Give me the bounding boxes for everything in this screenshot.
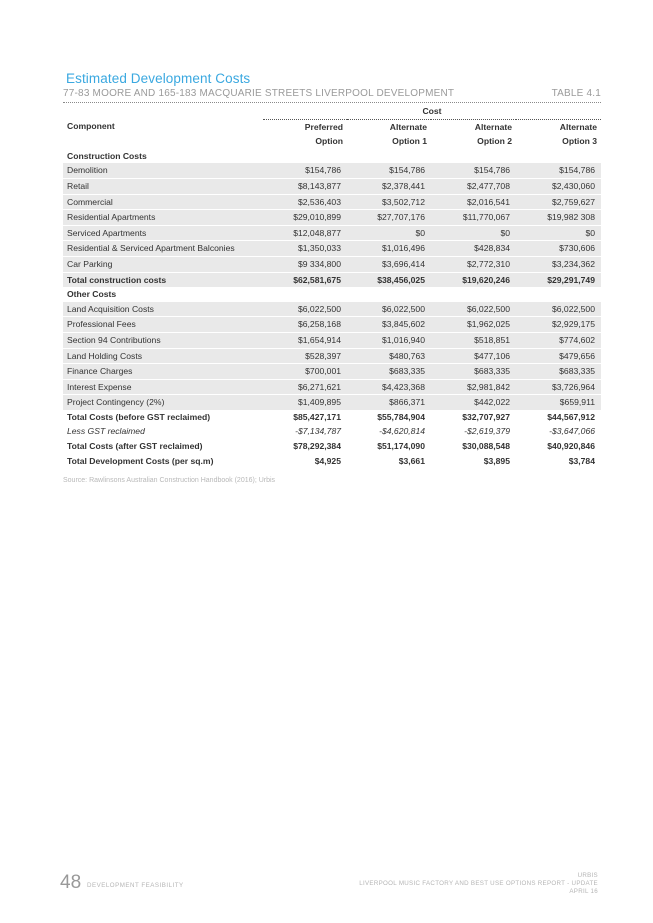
cost-value-cell: $2,477,708 xyxy=(431,178,516,194)
cost-value-cell: $11,770,067 xyxy=(431,210,516,226)
table-row xyxy=(63,364,601,380)
table-row xyxy=(63,379,601,395)
table-row xyxy=(63,241,601,257)
cost-value-cell: $3,234,362 xyxy=(516,256,601,272)
summary-row xyxy=(63,424,601,439)
cost-value-cell: $19,982 308 xyxy=(516,210,601,226)
table-row xyxy=(63,194,601,210)
cost-value-cell: $1,962,025 xyxy=(431,317,516,333)
summary-row xyxy=(63,410,601,425)
section-heading-row xyxy=(63,149,601,164)
row-label: Land Holding Costs xyxy=(63,348,263,364)
cost-value-cell: $30,088,548 xyxy=(462,441,510,452)
cost-value-cell: $44,567,912 xyxy=(547,411,595,422)
column-header-row xyxy=(63,119,601,149)
subtitle-text: 77-83 MOORE AND 165-183 MACQUARIE STREETS LIVERPOOL DEVELOPMENT xyxy=(63,88,455,99)
cost-value-cell: $32,707,927 xyxy=(462,411,510,422)
cost-value-cell: $3,895 xyxy=(483,455,510,466)
cost-value-cell: $38,456,025 xyxy=(347,272,431,287)
cost-value-cell: $683,335 xyxy=(431,364,516,380)
cost-value-cell: $2,929,175 xyxy=(516,317,601,333)
alternate-option-2-header: Alternate Option 2 xyxy=(474,121,512,147)
row-label: Professional Fees xyxy=(63,317,263,333)
cost-value-cell: $6,022,500 xyxy=(516,302,601,317)
cost-value-cell: $2,981,842 xyxy=(431,379,516,395)
page-title: Estimated Development Costs xyxy=(66,71,251,86)
cost-value-cell: $1,409,895 xyxy=(263,395,347,410)
cost-value-cell: $2,016,541 xyxy=(431,194,516,210)
cost-value-cell: $29,291,749 xyxy=(516,272,601,287)
table-subtitle xyxy=(63,88,601,103)
alternate-option-1-header: Alternate Option 1 xyxy=(389,121,427,147)
cost-value-cell: $2,536,403 xyxy=(263,194,347,210)
preferred-option-header: Preferred Option xyxy=(304,121,343,147)
row-label: Commercial xyxy=(63,194,263,210)
cost-value-cell: $6,022,500 xyxy=(431,302,516,317)
row-label: Finance Charges xyxy=(63,364,263,380)
cost-value-cell: $6,022,500 xyxy=(347,302,431,317)
cost-value-cell: $1,350,033 xyxy=(263,241,347,257)
table-row xyxy=(63,163,601,178)
cost-value-cell: $6,022,500 xyxy=(263,302,347,317)
cost-value-cell: $154,786 xyxy=(516,163,601,178)
cost-value-cell: $428,834 xyxy=(431,241,516,257)
footer-date: APRIL 16 xyxy=(569,888,598,895)
row-label: Total Costs (after GST reclaimed) xyxy=(67,441,203,452)
cost-value-cell: $479,656 xyxy=(516,348,601,364)
footer-report-info xyxy=(359,872,598,896)
cost-value-cell: $19,620,246 xyxy=(431,272,516,287)
cost-value-cell: $730,606 xyxy=(516,241,601,257)
cost-value-cell: $3,845,602 xyxy=(347,317,431,333)
page-number: 48 xyxy=(60,872,82,893)
cost-value-cell: $2,378,441 xyxy=(347,178,431,194)
cost-value-cell: $27,707,176 xyxy=(347,210,431,226)
table-row xyxy=(63,348,601,364)
cost-group-header: Cost xyxy=(263,104,601,119)
cost-value-cell: $154,786 xyxy=(347,163,431,178)
row-label: Residential & Serviced Apartment Balconies xyxy=(63,241,263,257)
section-heading: Other Costs xyxy=(67,289,117,300)
cost-value-cell: $0 xyxy=(431,225,516,241)
table-number: TABLE 4.1 xyxy=(551,88,601,99)
cost-value-cell: $40,920,846 xyxy=(547,441,595,452)
cost-value-cell: $62,581,675 xyxy=(263,272,347,287)
cost-value-cell: $154,786 xyxy=(263,163,347,178)
cost-value-cell: $700,001 xyxy=(263,364,347,380)
cost-value-cell: -$2,619,379 xyxy=(464,426,510,437)
component-column-header: Component xyxy=(67,121,115,132)
cost-group-header-row xyxy=(63,104,601,119)
cost-value-cell: -$4,620,814 xyxy=(379,426,425,437)
cost-value-cell: $12,048,877 xyxy=(263,225,347,241)
summary-row xyxy=(63,439,601,454)
cost-value-cell: -$7,134,787 xyxy=(295,426,341,437)
cost-value-cell: $6,271,621 xyxy=(263,379,347,395)
cost-value-cell: $29,010,899 xyxy=(263,210,347,226)
row-label: Serviced Apartments xyxy=(63,225,263,241)
construction-total-row xyxy=(63,272,601,287)
footer-brand: URBIS xyxy=(577,872,598,879)
cost-value-cell: $442,022 xyxy=(431,395,516,410)
cost-value-cell: $683,335 xyxy=(516,364,601,380)
row-label: Total Development Costs (per sq.m) xyxy=(67,455,214,466)
row-label: Land Acquisition Costs xyxy=(63,302,263,317)
cost-value-cell: $9 334,800 xyxy=(263,256,347,272)
cost-value-cell: $774,602 xyxy=(516,332,601,348)
cost-value-cell: $6,258,168 xyxy=(263,317,347,333)
section-heading: Construction Costs xyxy=(67,150,147,161)
cost-value-cell: $480,763 xyxy=(347,348,431,364)
row-label: Retail xyxy=(63,178,263,194)
row-label: Total Costs (before GST reclaimed) xyxy=(67,411,211,422)
section-heading-row xyxy=(63,287,601,302)
table-row xyxy=(63,178,601,194)
cost-value-cell: $518,851 xyxy=(431,332,516,348)
row-label: Demolition xyxy=(63,163,263,178)
cost-value-cell: $3,696,414 xyxy=(347,256,431,272)
cost-value-cell: $154,786 xyxy=(431,163,516,178)
cost-value-cell: $2,772,310 xyxy=(431,256,516,272)
cost-value-cell: $1,016,940 xyxy=(347,332,431,348)
footer-report-title: LIVERPOOL MUSIC FACTORY AND BEST USE OPTIONS REPORT - UPDATE xyxy=(359,880,598,887)
cost-value-cell: $78,292,384 xyxy=(293,441,341,452)
table-row xyxy=(63,317,601,333)
cost-value-cell: $4,423,368 xyxy=(347,379,431,395)
development-costs-table xyxy=(63,104,601,468)
cost-value-cell: $3,726,964 xyxy=(516,379,601,395)
cost-value-cell: $528,397 xyxy=(263,348,347,364)
row-label: Section 94 Contributions xyxy=(63,332,263,348)
cost-value-cell: $55,784,904 xyxy=(377,411,425,422)
row-label: Residential Apartments xyxy=(63,210,263,226)
cost-value-cell: $8,143,877 xyxy=(263,178,347,194)
table-row xyxy=(63,302,601,317)
row-label: Project Contingency (2%) xyxy=(63,395,263,410)
cost-value-cell: $1,654,914 xyxy=(263,332,347,348)
cost-value-cell: $85,427,171 xyxy=(293,411,341,422)
cost-value-cell: $2,430,060 xyxy=(516,178,601,194)
row-label: Less GST reclaimed xyxy=(67,426,145,437)
cost-value-cell: $683,335 xyxy=(347,364,431,380)
cost-value-cell: $3,502,712 xyxy=(347,194,431,210)
table-row xyxy=(63,332,601,348)
cost-value-cell: $3,784 xyxy=(568,455,595,466)
alternate-option-3-header: Alternate Option 3 xyxy=(559,121,597,147)
cost-value-cell: -$3,647,066 xyxy=(549,426,595,437)
footer-section-label: DEVELOPMENT FEASIBILITY xyxy=(87,882,184,889)
cost-value-cell: $3,661 xyxy=(398,455,425,466)
cost-value-cell: $4,925 xyxy=(314,455,341,466)
summary-row xyxy=(63,454,601,469)
cost-value-cell: $2,759,627 xyxy=(516,194,601,210)
row-label: Interest Expense xyxy=(63,379,263,395)
cost-value-cell: $659,911 xyxy=(516,395,601,410)
cost-value-cell: $866,371 xyxy=(347,395,431,410)
table-row xyxy=(63,256,601,272)
table-row xyxy=(63,225,601,241)
row-label: Total construction costs xyxy=(63,272,263,287)
cost-value-cell: $0 xyxy=(516,225,601,241)
cost-value-cell: $51,174,090 xyxy=(377,441,425,452)
source-note: Source: Rawlinsons Australian Construction Handbook (2016); Urbis xyxy=(63,477,276,484)
cost-value-cell: $0 xyxy=(347,225,431,241)
cost-value-cell: $477,106 xyxy=(431,348,516,364)
cost-value-cell: $1,016,496 xyxy=(347,241,431,257)
table-row xyxy=(63,210,601,226)
table-row xyxy=(63,395,601,410)
row-label: Car Parking xyxy=(63,256,263,272)
